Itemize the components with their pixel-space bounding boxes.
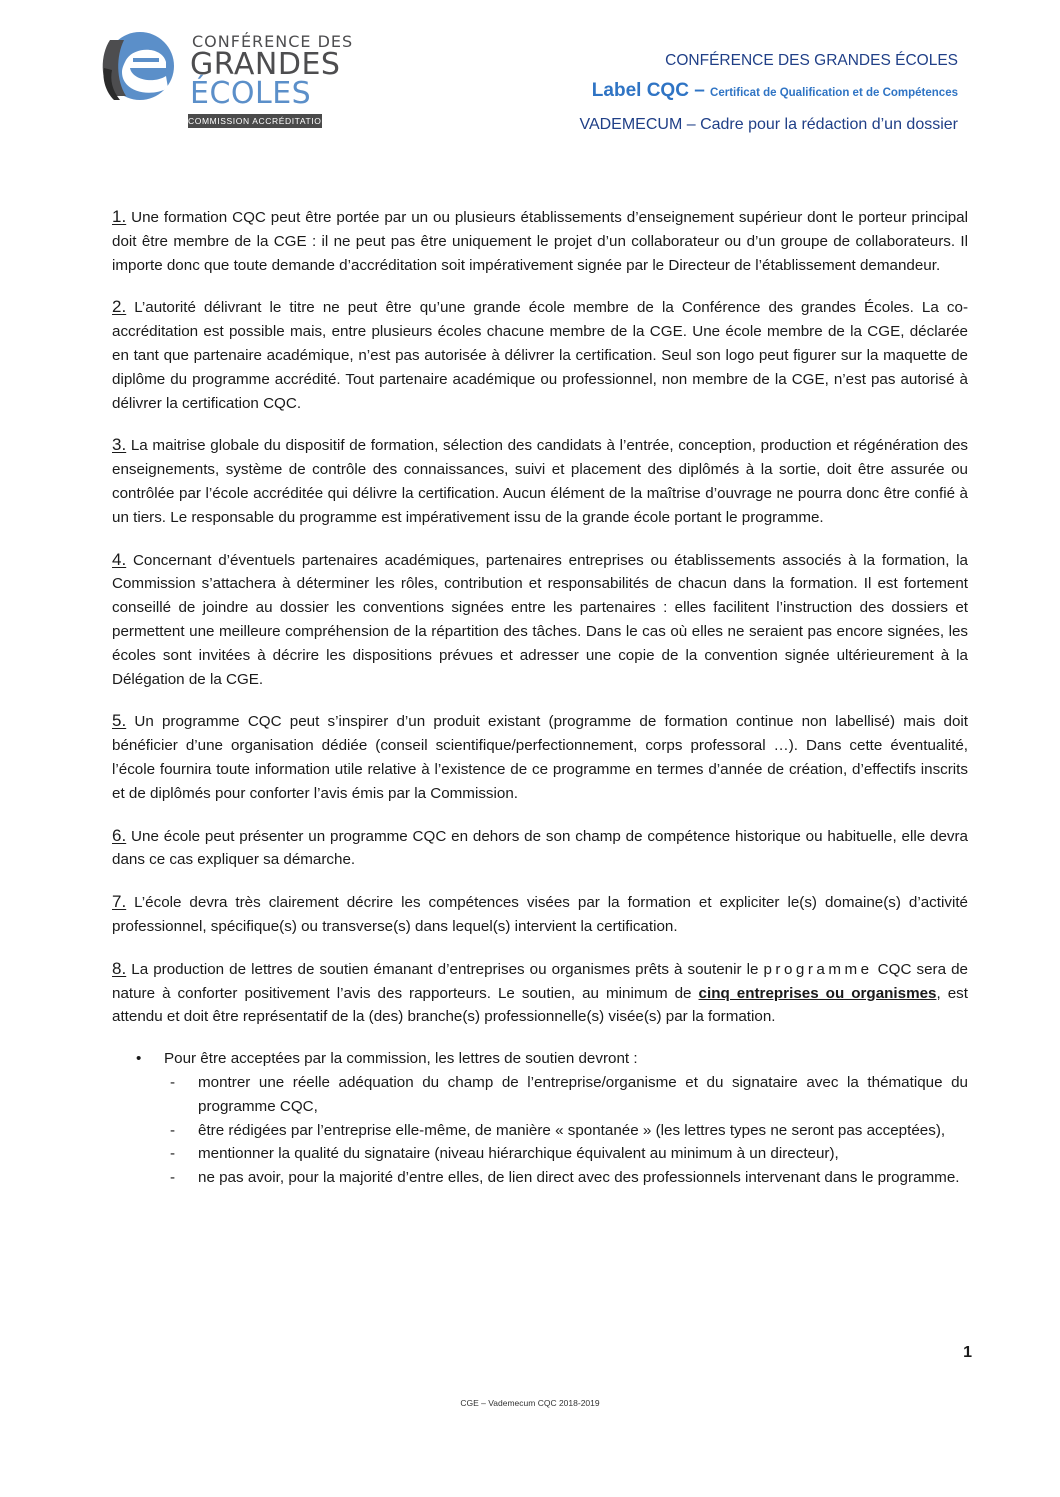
paragraph-8 (112, 957, 968, 1029)
dash-icon: - (170, 1121, 176, 1139)
bullet-icon: • (136, 1050, 142, 1068)
paragraph-number: 3. (112, 435, 127, 455)
paragraph-text: La production de lettres de soutien émanant d’entreprises ou organismes prêts à soutenir le (126, 960, 764, 978)
header-org: CONFÉRENCE DES GRANDES ÉCOLES (665, 52, 958, 69)
paragraph-4 (112, 548, 968, 692)
paragraph-number: 4. (112, 549, 127, 569)
sub-list-text: montrer une réelle adéquation du champ de l’entreprise/organisme et du signataire avec la thématique du programme CQC, (198, 1073, 968, 1115)
sub-list-text: être rédigées par l’entreprise elle-même, de manière « spontanée » (les lettres types ne seront pas acceptées), (198, 1121, 946, 1139)
paragraph-text: L’autorité délivrant le titre ne peut être qu’une grande école membre de la Conférence des grandes Écoles. La co-accréditation est possible mais, entre plusieurs écoles chacune membre de la CGE. Une école membre de la CGE, déclarée en tant que partenaire académique, n’est pas autorisée à délivrer la certification. Seul son logo peut figurer sur la maquette de diplôme du programme accrédité. Tout partenaire académique ou professionnel, non membre de la CGE, n’est pas autorisé à délivrer la certification CQC. (112, 299, 968, 412)
support-letter-requirements (112, 1047, 968, 1190)
paragraph-number: 1. (112, 207, 127, 226)
dash-icon: - (170, 1169, 176, 1187)
paragraph-number: 6. (112, 825, 127, 845)
header-label (592, 80, 958, 102)
bullet-item (112, 1047, 968, 1190)
paragraph-5 (112, 709, 968, 805)
paragraph-text: L’école devra très clairement décrire les compétences visées par la formation et expliciter le(s) domaine(s) d’activité professionnel, spécifique(s) ou transverse(s) dans lequel(s) intervient la certification. (112, 894, 968, 935)
page-number: 1 (963, 1344, 972, 1361)
paragraph-number: 2. (112, 297, 127, 317)
paragraph-emphasis: cinq entreprises ou organismes (698, 984, 937, 1002)
paragraph-text: CQC sera de nature à conforter positivement l’avis des rapporteurs. Le soutien, au minimum de (112, 960, 968, 1002)
paragraph-number: 7. (112, 892, 127, 912)
sub-list-item (112, 1166, 968, 1190)
sub-list-item (112, 1119, 968, 1143)
logo-line-1: CONFÉRENCE DES (192, 32, 354, 51)
dash-icon: - (170, 1145, 176, 1163)
paragraph-number: 5. (112, 711, 127, 731)
paragraph-2 (112, 295, 968, 415)
header-label-main: Label CQC – (591, 80, 711, 101)
paragraph-6 (112, 824, 968, 873)
logo-line-2: GRANDES (190, 47, 341, 82)
paragraph-3 (112, 433, 968, 529)
paragraph-7 (112, 890, 968, 939)
cge-logo (100, 30, 354, 130)
paragraph-text: Une école peut présenter un programme CQC en dehors de son champ de compétence historique ou habituelle, elle devra dans ce cas expliquer sa démarche. (112, 827, 968, 869)
sub-list-item (112, 1142, 968, 1166)
paragraph-text: Un programme CQC peut s’inspirer d’un produit existant (programme de formation continue non labellisé) mais doit bénéficier d’une organisation dédiée (conseil scientifique/perfectionnement, corps professoral …). Dans cette éventualité, l’école fournira toute information utile relative à l’existence de ce programme en termes d’année de création, d’effectifs inscrits et de diplômés pour conforter l’avis émis par la Commission. (112, 713, 968, 802)
paragraph-text: Une formation CQC peut être portée par un ou plusieurs établissements d’enseignement supérieur dont le porteur principal doit être membre de la CGE : il ne peut pas être uniquement le projet d’un collaborateur ou d’un groupe de collaborateurs. Il importe donc que toute demande d’accréditation soit impérativement signée par le Directeur de l’établissement demandeur. (112, 209, 968, 274)
paragraph-spaced-word: programme (763, 960, 873, 978)
logo-line-3: ÉCOLES (190, 76, 312, 111)
paragraph-text: Concernant d’éventuels partenaires académiques, partenaires entreprises ou établissements associés à la formation, la Commission s’attachera à déterminer les rôles, contribution et responsabilités de chacun dans la formation. Il est fortement conseillé de joindre au dossier les conventions signées entre les partenaires : elles facilitent l’instruction des dossiers et permettent une meilleure compréhension de la répartition des tâches. Dans le cas où elles ne seraient pas encore signées, les écoles sont invitées à décrire les dispositions prévues et adresser une copie de la convention signée ultérieurement à la Délégation de la CGE. (112, 551, 968, 688)
sub-list-text: ne pas avoir, pour la majorité d’entre elles, de lien direct avec des professionnels intervenant dans le programme. (198, 1169, 960, 1187)
document-body (112, 205, 968, 1190)
logo-band: COMMISSION ACCRÉDITATION (188, 116, 329, 126)
paragraph-text: La maitrise globale du dispositif de formation, sélection des candidats à l’entrée, conception, production et régénération des enseignements, système de contrôle des connaissances, suivi et placement des diplômés à la sortie, doit être assurée ou contrôlée par l’école accréditée qui délivre la certification. Aucun élément de la maîtrise d’ouvrage ne pourra donc être confié à un tiers. Le responsable du programme est impérativement issu de la grande école portant le programme. (112, 437, 968, 526)
dash-icon: - (170, 1073, 176, 1091)
bullet-text: Pour être acceptées par la commission, les lettres de soutien devront : (164, 1050, 638, 1068)
sub-list-text: mentionner la qualité du signataire (niveau hiérarchique équivalent au minimum à un directeur), (198, 1145, 839, 1163)
header-label-sub: Certificat de Qualification et de Compétences (710, 87, 958, 99)
sub-list-item (112, 1071, 968, 1119)
paragraph-number: 8. (112, 958, 127, 978)
cge-logo-mark-icon (100, 30, 182, 102)
header-subtitle: VADEMECUM – Cadre pour la rédaction d’un dossier (579, 116, 958, 133)
sub-list (112, 1071, 968, 1190)
page-footer: CGE – Vademecum CQC 2018-2019 (460, 1398, 600, 1408)
paragraph-text: , est attendu et doit être représentatif de la (des) branche(s) professionnelle(s) visée(s) par la formation. (112, 984, 968, 1026)
paragraph-1 (112, 205, 968, 277)
